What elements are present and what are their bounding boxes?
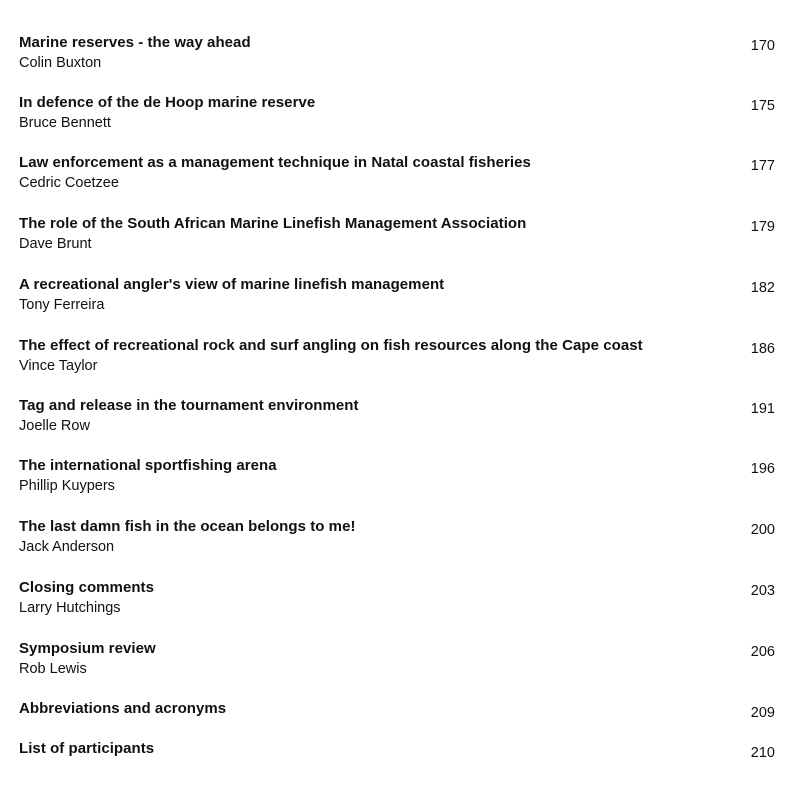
entry-title: A recreational angler's view of marine linefish management [19, 276, 445, 293]
entry-title: The role of the South African Marine Linefish Management Association [19, 215, 527, 232]
entry-page-number: 191 [750, 401, 775, 417]
entry-author: Phillip Kuypers [19, 478, 115, 494]
toc-entry-closing-comments [19, 579, 779, 617]
toc-entry-participants [19, 740, 779, 761]
entry-author: Colin Buxton [19, 55, 102, 71]
entry-page-number: 186 [750, 341, 775, 357]
entry-title: List of participants [19, 740, 155, 757]
toc-entry-last-damn-fish [19, 518, 779, 556]
entry-title: Tag and release in the tournament environment [19, 397, 359, 414]
entry-title: Marine reserves - the way ahead [19, 34, 251, 51]
entry-author: Vince Taylor [19, 358, 98, 374]
entry-title: Symposium review [19, 640, 156, 657]
entry-page-number: 175 [750, 98, 775, 114]
entry-page-number: 182 [750, 280, 775, 296]
entry-author: Rob Lewis [19, 661, 87, 677]
toc-entry-sportfishing-arena [19, 457, 779, 495]
entry-author: Jack Anderson [19, 539, 115, 555]
entry-page-number: 200 [750, 522, 775, 538]
toc-entry-recreational-angler [19, 276, 779, 314]
entry-page-number: 209 [750, 705, 775, 721]
entry-page-number: 177 [750, 158, 775, 174]
entry-page-number: 179 [750, 219, 775, 235]
entry-page-number: 196 [750, 461, 775, 477]
entry-author: Bruce Bennett [19, 115, 111, 131]
entry-title: Abbreviations and acronyms [19, 700, 227, 717]
entry-title: Closing comments [19, 579, 154, 596]
toc-entry-abbreviations [19, 700, 779, 721]
entry-title: The last damn fish in the ocean belongs to me! [19, 518, 356, 535]
entry-page-number: 203 [750, 583, 775, 599]
toc-entry-tag-and-release [19, 397, 779, 435]
toc-entry-marine-reserves [19, 34, 779, 72]
entry-page-number: 170 [750, 38, 775, 54]
entry-author: Tony Ferreira [19, 297, 105, 313]
entry-title: The international sportfishing arena [19, 457, 277, 474]
entry-page-number: 206 [750, 644, 775, 660]
entry-author: Larry Hutchings [19, 600, 121, 616]
entry-title: The effect of recreational rock and surf angling on fish resources along the Cape coast [19, 337, 643, 354]
entry-author: Dave Brunt [19, 236, 92, 252]
toc-entry-symposium-review [19, 640, 779, 678]
toc-entry-rock-and-surf [19, 337, 779, 375]
toc-entry-law-enforcement [19, 154, 779, 192]
entry-author: Joelle Row [19, 418, 90, 434]
toc-entry-linefish-association [19, 215, 779, 253]
entry-page-number: 210 [750, 745, 775, 761]
entry-author: Cedric Coetzee [19, 175, 119, 191]
entry-title: In defence of the de Hoop marine reserve [19, 94, 316, 111]
entry-title: Law enforcement as a management technique in Natal coastal fisheries [19, 154, 531, 171]
toc-entry-de-hoop [19, 94, 779, 132]
